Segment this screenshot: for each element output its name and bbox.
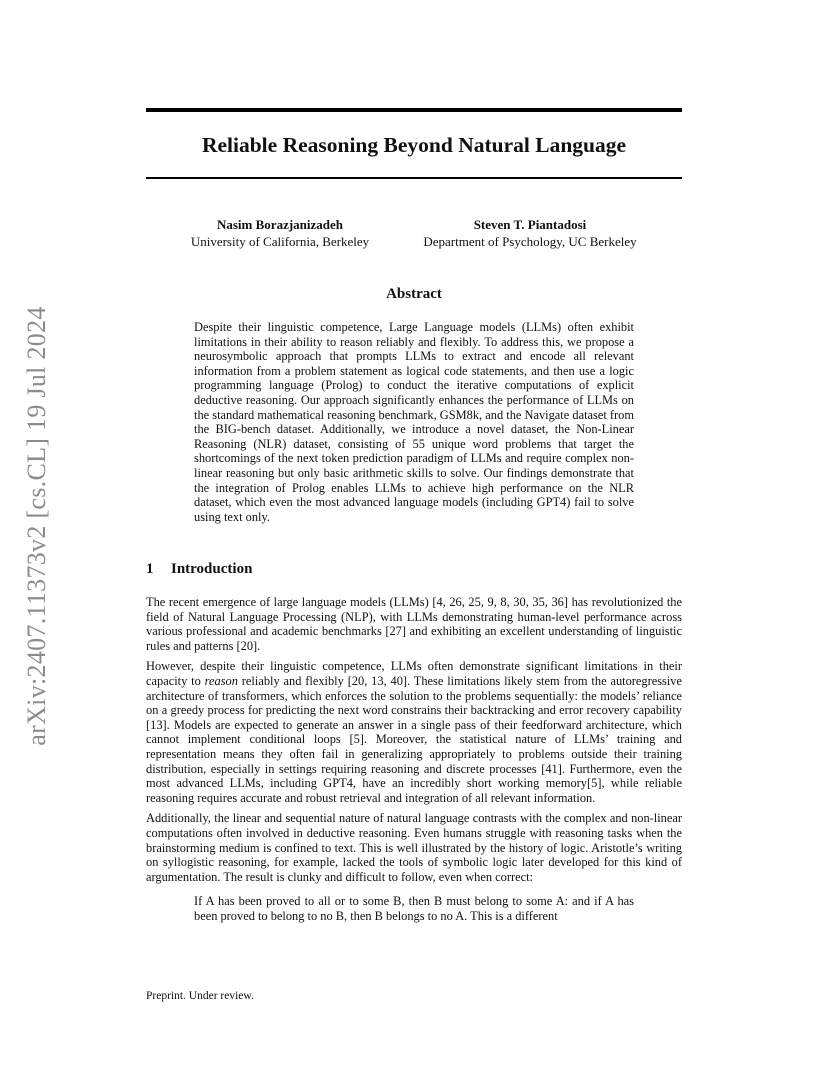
abstract-heading: Abstract: [386, 286, 442, 302]
paragraph: The recent emergence of large language models (LLMs) [4, 26, 25, 9, 8, 30, 35, 36] has revolutionized the field of Natural Language Processing (NLP), with LLMs demonstrating human-level performance across various professional and academic benchmarks [27] and exhibiting an excellent understanding of linguistic rules and patterns [20].: [146, 595, 682, 653]
author-affiliation: Department of Psychology, UC Berkeley: [423, 234, 637, 249]
abstract-body: Despite their linguistic competence, Large Language models (LLMs) often exhibit limitations in their ability to reason reliably and flexibly. To address this, we propose a neurosymbolic approach that prompts LLMs to extract and encode all relevant information from a problem statement as logical code statements, and then use a logic programming language (Prolog) to conduct the iterative computations of explicit deductive reasoning. Our approach significantly enhances the performance of LLMs on the standard mathematical reasoning benchmark, GSM8k, and the Navigate dataset from the BIG-bench dataset. Additionally, we introduce a novel dataset, the Non-Linear Reasoning (NLR) dataset, consisting of 55 unique word problems that target the shortcomings of the next token prediction paradigm of LLMs and require complex non-linear reasoning but only basic arithmetic skills to solve. Our findings demonstrate that the integration of Prolog enables LLMs to achieve high performance on the NLR dataset, which even the most advanced language models (including GPT4) fail to solve using text only.: [194, 320, 634, 524]
paper-title: Reliable Reasoning Beyond Natural Language: [201, 133, 627, 157]
section-title: Introduction: [171, 561, 253, 577]
paragraph: [146, 659, 682, 805]
paragraph-text: reliably and flexibly [20, 13, 40]. These limitations likely stem from the autoregressive architecture of transformers, which enforces the solution to the problems sequentially: the models’ reliance on a greedy process for predicting the next word constrains their backtracking and error recovery capability [13]. Models are expected to generate an answer in a single pass of their feedforward architecture, which cannot implement conditional loops [5]. Moreover, the statistical nature of LLMs’ training and representation means they often fail in generalizing appropriately to problems outside their training distribution, especially in settings requiring reasoning and discrete processes [41]. Furthermore, even the most advanced LLMs, including GPT4, have an incredibly short working memory[5], while reliable reasoning requires accurate and robust retrieval and integration of all relevant information.: [146, 673, 683, 805]
block-quote: If A has been proved to all or to some B, then B must belong to some A: and if A has been proved to belong to no B, then B belongs to no A. This is a different: [194, 894, 634, 923]
author-name: Nasim Borazjanizadeh: [216, 217, 344, 232]
author-block-2: [405, 216, 655, 250]
italic-emphasis: reason: [204, 673, 238, 688]
paragraph: Additionally, the linear and sequential nature of natural language contrasts with the complex and non-linear computations often involved in deductive reasoning. Even humans struggle with reasoning tasks when the brainstorming medium is confined to text. This is well illustrated by the history of logic. Aristotle’s writing on syllogistic reasoning, for example, lacked the tools of symbolic logic later developed for this kind of argumentation. The result is clunky and difficult to follow, even when correct:: [146, 811, 682, 884]
footer-note: Preprint. Under review.: [146, 990, 254, 1002]
author-block-1: [170, 216, 390, 250]
section-body: [146, 595, 682, 923]
section-heading: [146, 559, 252, 579]
author-affiliation: University of California, Berkeley: [190, 234, 370, 249]
section-number: 1: [146, 561, 154, 577]
author-name: Steven T. Piantadosi: [473, 217, 587, 232]
paragraph-text: However, despite their linguistic competence, LLMs often demonstrate significant limitations in their capacity to: [146, 659, 682, 688]
title-top-rule: [146, 108, 682, 112]
arxiv-identifier-stamp: arXiv:2407.11373v2 [cs.CL] 19 Jul 2024: [22, 306, 51, 746]
title-bottom-rule: [146, 177, 682, 179]
